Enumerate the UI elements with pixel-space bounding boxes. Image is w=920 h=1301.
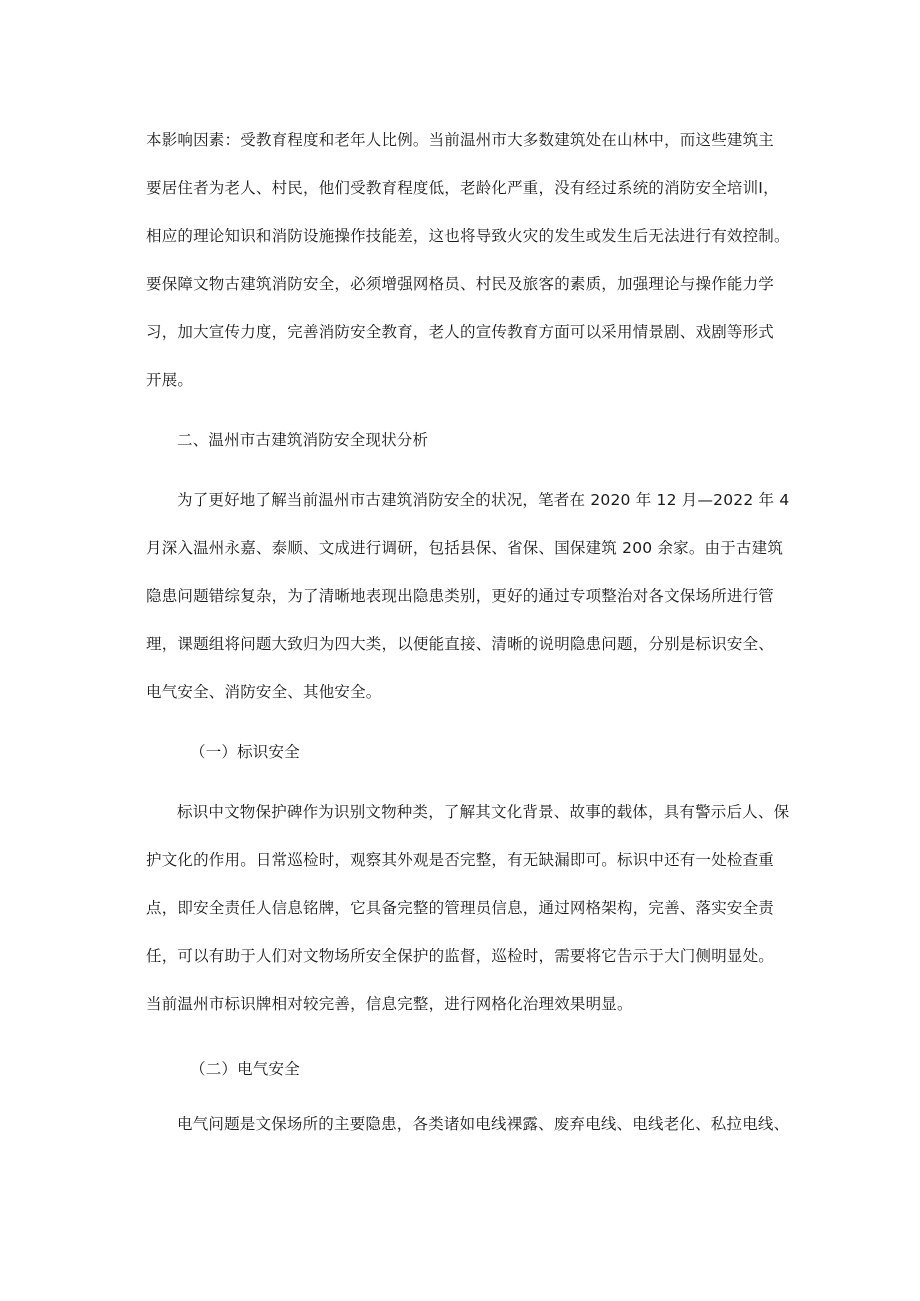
paragraph-line: 理，课题组将问题大致归为四大类，以便能直接、清晰的说明隐患问题，分别是标识安全、: [146, 635, 775, 653]
paragraph-line: 护文化的作用。日常巡检时，观察其外观是否完整，有无缺漏即可。标识中还有一处检查重: [146, 851, 775, 869]
paragraph-line: 当前温州市标识牌相对较完善，信息完整，进行网格化治理效果明显。: [146, 995, 633, 1013]
paragraph-line: 隐患问题错综复杂，为了清晰地表现出隐患类别，更好的通过专项整治对各文保场所进行管: [146, 587, 775, 605]
subsection-heading: （二）电气安全: [190, 1060, 300, 1078]
subsection-heading: （一）标识安全: [190, 743, 300, 761]
paragraph-line: 点，即安全责任人信息铭牌，它具备完整的管理员信息，通过网格架构，完善、落实安全责: [146, 899, 775, 917]
paragraph-line: 任，可以有助于人们对文物场所安全保护的监督，巡检时，需要将它告示于大门侧明显处。: [146, 947, 775, 965]
paragraph-line: 本影响因素：受教育程度和老年人比例。当前温州市大多数建筑处在山林中，而这些建筑主: [146, 131, 775, 149]
paragraph-line: 电气问题是文保场所的主要隐患，各类诸如电线裸露、废弃电线、电线老化、私拉电线、: [177, 1115, 790, 1133]
paragraph-line: 习，加大宣传力度，完善消防安全教育，老人的宣传教育方面可以采用情景剧、戏剧等形式: [146, 323, 775, 341]
paragraph-line: 为了更好地了解当前温州市古建筑消防安全的状况，笔者在 2020 年 12 月—2022 年 4: [177, 491, 790, 509]
section-heading: 二、温州市古建筑消防安全现状分析: [177, 431, 429, 449]
paragraph-line: 相应的理论知识和消防设施操作技能差，这也将导致火灾的发生或发生后无法进行有效控制。: [146, 227, 790, 245]
paragraph-line: 开展。: [146, 371, 194, 389]
paragraph-line: 月深入温州永嘉、泰顺、文成进行调研，包括县保、省保、国保建筑 200 余家。由于古建筑: [146, 539, 784, 557]
paragraph-line: 标识中文物保护碑作为识别文物种类，了解其文化背景、故事的载体，具有警示后人、保: [177, 803, 790, 821]
paragraph-line: 要居住者为老人、村民，他们受教育程度低，老龄化严重，没有经过系统的消防安全培训I，: [146, 179, 779, 197]
paragraph-line: 电气安全、消防安全、其他安全。: [146, 683, 382, 701]
paragraph-line: 要保障文物古建筑消防安全，必须增强网格员、村民及旅客的素质，加强理论与操作能力学: [146, 275, 775, 293]
